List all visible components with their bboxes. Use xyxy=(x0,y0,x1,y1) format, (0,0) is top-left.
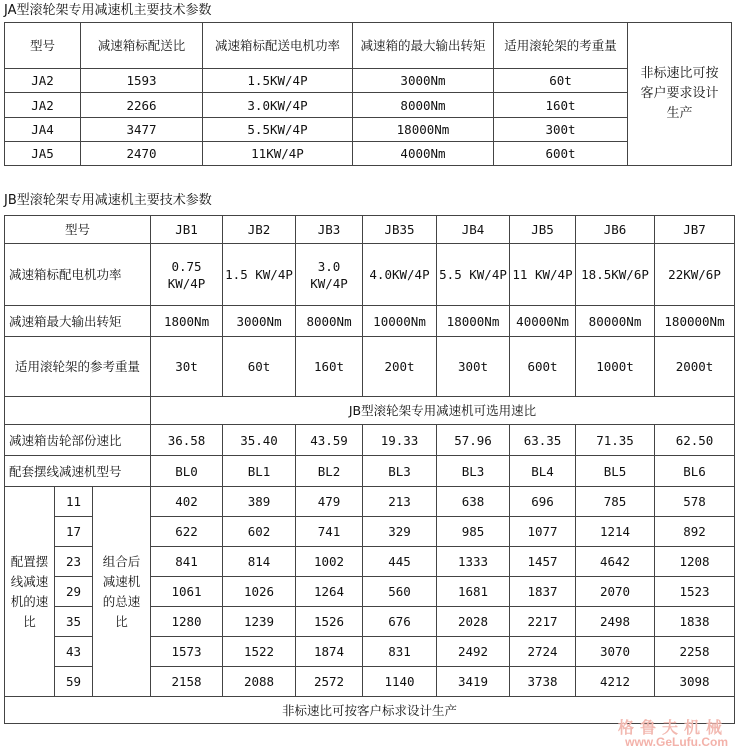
ja-header-cell: 型号 xyxy=(5,23,81,69)
jb-total-ratio: 1874 xyxy=(296,637,363,667)
jb-total-ratio: 329 xyxy=(363,517,437,547)
jb-cyclo-ratio: 43 xyxy=(55,637,93,667)
jb-total-ratio: 2158 xyxy=(151,667,223,697)
jb-model: JB3 xyxy=(296,216,363,244)
jb-model: JB2 xyxy=(223,216,296,244)
jb-total-ratio: 785 xyxy=(576,487,655,517)
jb-optional-row xyxy=(5,397,735,425)
ja-header-cell: 减速箱标配送电机功率 xyxy=(203,23,353,69)
jb-gear-ratio: 43.59 xyxy=(296,425,363,456)
jb-footer: 非标速比可按客户标求设计生产 xyxy=(5,697,735,724)
jb-gear-ratio: 36.58 xyxy=(151,425,223,456)
jb-weight-label: 适用滚轮架的参考重量 xyxy=(5,337,151,397)
jb-model-row xyxy=(5,216,735,244)
jb-total-ratio: 602 xyxy=(223,517,296,547)
jb-total-ratio: 1002 xyxy=(296,547,363,577)
jb-cyclo-ratio: 17 xyxy=(55,517,93,547)
jb-reducer-label: 配套摆线减速机型号 xyxy=(5,456,151,487)
jb-total-ratio: 1280 xyxy=(151,607,223,637)
ja-power: 11KW/4P xyxy=(203,141,353,165)
jb-total-ratio: 3738 xyxy=(510,667,576,697)
jb-reducer: BL3 xyxy=(363,456,437,487)
jb-power-row xyxy=(5,244,735,306)
jb-gear-ratio: 35.40 xyxy=(223,425,296,456)
jb-gear-ratio: 71.35 xyxy=(576,425,655,456)
jb-gear-label: 减速箱齿轮部份速比 xyxy=(5,425,151,456)
jb-weight: 60t xyxy=(223,337,296,397)
jb-reducer: BL5 xyxy=(576,456,655,487)
jb-power: 22KW/6P xyxy=(655,244,735,306)
jb-total-ratio: 1526 xyxy=(296,607,363,637)
ja-ratio: 2470 xyxy=(81,141,203,165)
jb-reducer: BL3 xyxy=(437,456,510,487)
table-row xyxy=(5,69,732,93)
jb-reducer: BL0 xyxy=(151,456,223,487)
ja-model: JA2 xyxy=(5,69,81,93)
jb-weight: 200t xyxy=(363,337,437,397)
ja-model: JA2 xyxy=(5,93,81,117)
jb-gear-ratio: 63.35 xyxy=(510,425,576,456)
jb-total-ratio: 3070 xyxy=(576,637,655,667)
jb-total-ratio: 1026 xyxy=(223,577,296,607)
jb-total-label: 组合后减速机的总速比 xyxy=(93,487,151,697)
jb-total-ratio: 676 xyxy=(363,607,437,637)
ja-model: JA5 xyxy=(5,141,81,165)
jb-total-ratio: 1077 xyxy=(510,517,576,547)
jb-weight: 2000t xyxy=(655,337,735,397)
jb-weight: 30t xyxy=(151,337,223,397)
ja-weight: 160t xyxy=(494,93,628,117)
jb-total-ratio: 2088 xyxy=(223,667,296,697)
ja-torque: 8000Nm xyxy=(353,93,494,117)
jb-optional-title: JB型滚轮架专用减速机可选用速比 xyxy=(151,397,735,425)
jb-total-ratio: 2492 xyxy=(437,637,510,667)
jb-total-ratio: 741 xyxy=(296,517,363,547)
jb-torque: 18000Nm xyxy=(437,306,510,337)
jb-gear-row xyxy=(5,425,735,456)
jb-reducer-row xyxy=(5,456,735,487)
jb-torque: 40000Nm xyxy=(510,306,576,337)
jb-power-label: 减速箱标配电机功率 xyxy=(5,244,151,306)
jb-weight-row xyxy=(5,337,735,397)
jb-total-ratio: 696 xyxy=(510,487,576,517)
jb-reducer: BL6 xyxy=(655,456,735,487)
jb-total-ratio: 985 xyxy=(437,517,510,547)
ja-power: 1.5KW/4P xyxy=(203,69,353,93)
jb-total-ratio: 1208 xyxy=(655,547,735,577)
jb-torque: 80000Nm xyxy=(576,306,655,337)
jb-total-ratio: 3419 xyxy=(437,667,510,697)
jb-total-ratio: 1457 xyxy=(510,547,576,577)
ja-torque: 3000Nm xyxy=(353,69,494,93)
jb-model: JB7 xyxy=(655,216,735,244)
jb-total-ratio: 2070 xyxy=(576,577,655,607)
jb-cyclo-ratio: 35 xyxy=(55,607,93,637)
jb-weight: 1000t xyxy=(576,337,655,397)
jb-cyclo-ratio: 23 xyxy=(55,547,93,577)
jb-cyclo-label: 配置摆线减速机的速比 xyxy=(5,487,55,697)
jb-power: 18.5KW/6P xyxy=(576,244,655,306)
jb-total-ratio: 1522 xyxy=(223,637,296,667)
ja-model: JA4 xyxy=(5,117,81,141)
jb-total-ratio: 3098 xyxy=(655,667,735,697)
jb-total-ratio: 2217 xyxy=(510,607,576,637)
jb-total-ratio: 4212 xyxy=(576,667,655,697)
jb-weight: 300t xyxy=(437,337,510,397)
jb-model: JB4 xyxy=(437,216,510,244)
jb-total-ratio: 892 xyxy=(655,517,735,547)
jb-model: JB35 xyxy=(363,216,437,244)
ja-header-cell: 减速箱标配送比 xyxy=(81,23,203,69)
jb-total-ratio: 1061 xyxy=(151,577,223,607)
ja-ratio: 1593 xyxy=(81,69,203,93)
jb-total-ratio: 1681 xyxy=(437,577,510,607)
jb-power: 5.5 KW/4P xyxy=(437,244,510,306)
ja-weight: 600t xyxy=(494,141,628,165)
jb-total-ratio: 479 xyxy=(296,487,363,517)
jb-cyclo-ratio: 29 xyxy=(55,577,93,607)
jb-torque: 8000Nm xyxy=(296,306,363,337)
jb-total-ratio: 2258 xyxy=(655,637,735,667)
jb-total-ratio: 2724 xyxy=(510,637,576,667)
jb-total-ratio: 814 xyxy=(223,547,296,577)
jb-total-ratio: 1333 xyxy=(437,547,510,577)
jb-power: 4.0KW/4P xyxy=(363,244,437,306)
jb-total-ratio: 213 xyxy=(363,487,437,517)
jb-total-ratio: 1838 xyxy=(655,607,735,637)
jb-cyclo-ratio: 59 xyxy=(55,667,93,697)
jb-total-ratio: 560 xyxy=(363,577,437,607)
jb-table xyxy=(4,215,735,724)
ja-weight: 300t xyxy=(494,117,628,141)
ja-ratio: 3477 xyxy=(81,117,203,141)
jb-model: JB6 xyxy=(576,216,655,244)
jb-total-ratio: 2572 xyxy=(296,667,363,697)
ja-power: 3.0KW/4P xyxy=(203,93,353,117)
jb-total-ratio: 389 xyxy=(223,487,296,517)
jb-total-ratio: 1214 xyxy=(576,517,655,547)
jb-empty-cell xyxy=(5,397,151,425)
ja-note: 非标速比可按客户要求设计生产 xyxy=(628,23,732,166)
jb-power: 11 KW/4P xyxy=(510,244,576,306)
ja-caption: JA型滚轮架专用减速机主要技术参数 xyxy=(4,3,212,18)
ja-power: 5.5KW/4P xyxy=(203,117,353,141)
jb-total-ratio: 831 xyxy=(363,637,437,667)
ja-table xyxy=(4,22,732,166)
jb-total-ratio: 1140 xyxy=(363,667,437,697)
jb-power: 3.0 KW/4P xyxy=(296,244,363,306)
jb-total-ratio: 1264 xyxy=(296,577,363,607)
jb-torque: 1800Nm xyxy=(151,306,223,337)
table-row xyxy=(5,487,735,517)
jb-model-label: 型号 xyxy=(5,216,151,244)
jb-total-ratio: 2028 xyxy=(437,607,510,637)
jb-torque-label: 减速箱最大输出转矩 xyxy=(5,306,151,337)
ja-ratio: 2266 xyxy=(81,93,203,117)
jb-total-ratio: 638 xyxy=(437,487,510,517)
jb-weight: 160t xyxy=(296,337,363,397)
ja-torque: 4000Nm xyxy=(353,141,494,165)
ja-header-row xyxy=(5,23,732,69)
jb-torque: 3000Nm xyxy=(223,306,296,337)
jb-reducer: BL2 xyxy=(296,456,363,487)
watermark-url: www.GeLufu.Com xyxy=(625,735,728,749)
jb-total-ratio: 4642 xyxy=(576,547,655,577)
jb-total-ratio: 1239 xyxy=(223,607,296,637)
jb-cyclo-ratio: 11 xyxy=(55,487,93,517)
watermark-text: 格鲁夫机械 xyxy=(617,718,728,737)
watermark xyxy=(618,720,728,750)
jb-caption: JB型滚轮架专用减速机主要技术参数 xyxy=(4,193,212,208)
jb-weight: 600t xyxy=(510,337,576,397)
ja-header-cell: 适用滚轮架的考重量 xyxy=(494,23,628,69)
jb-power: 1.5 KW/4P xyxy=(223,244,296,306)
table-row xyxy=(5,93,732,117)
jb-gear-ratio: 62.50 xyxy=(655,425,735,456)
jb-total-ratio: 2498 xyxy=(576,607,655,637)
jb-power: 0.75 KW/4P xyxy=(151,244,223,306)
table-row xyxy=(5,117,732,141)
jb-torque: 180000Nm xyxy=(655,306,735,337)
jb-total-ratio: 1837 xyxy=(510,577,576,607)
jb-model: JB1 xyxy=(151,216,223,244)
table-row xyxy=(5,141,732,165)
jb-model: JB5 xyxy=(510,216,576,244)
jb-torque-row xyxy=(5,306,735,337)
jb-reducer: BL4 xyxy=(510,456,576,487)
jb-total-ratio: 622 xyxy=(151,517,223,547)
jb-gear-ratio: 19.33 xyxy=(363,425,437,456)
jb-total-ratio: 841 xyxy=(151,547,223,577)
jb-total-ratio: 1523 xyxy=(655,577,735,607)
ja-weight: 60t xyxy=(494,69,628,93)
jb-total-ratio: 445 xyxy=(363,547,437,577)
jb-gear-ratio: 57.96 xyxy=(437,425,510,456)
jb-torque: 10000Nm xyxy=(363,306,437,337)
ja-torque: 18000Nm xyxy=(353,117,494,141)
jb-total-ratio: 1573 xyxy=(151,637,223,667)
jb-reducer: BL1 xyxy=(223,456,296,487)
jb-total-ratio: 578 xyxy=(655,487,735,517)
ja-header-cell: 减速箱的最大输出转矩 xyxy=(353,23,494,69)
jb-total-ratio: 402 xyxy=(151,487,223,517)
